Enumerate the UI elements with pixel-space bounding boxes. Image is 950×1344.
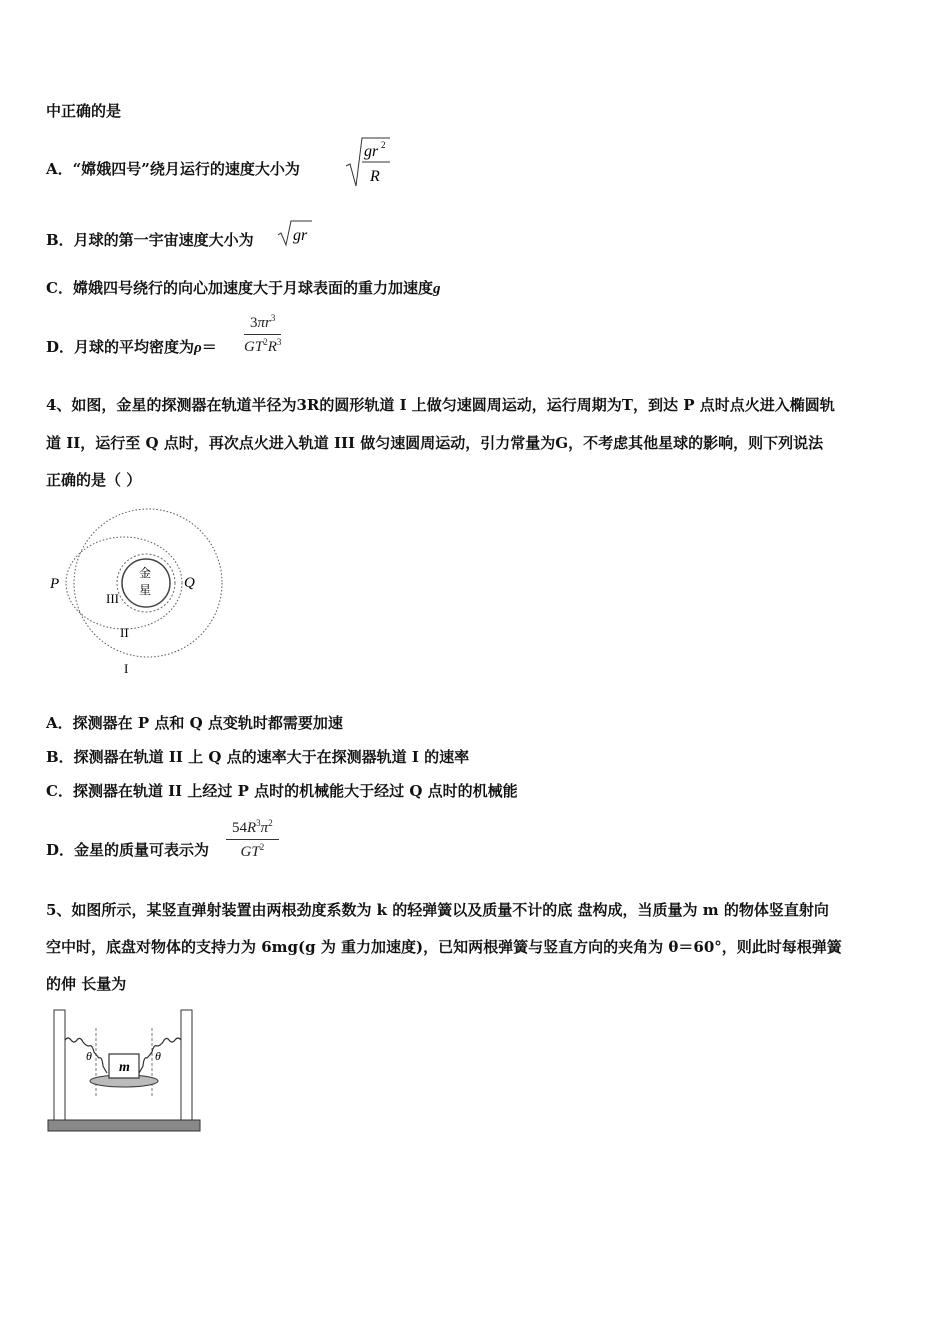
theta-right-label: θ (155, 1049, 161, 1063)
q3-option-a: A．“嫦娥四号”绕月运行的速度大小为 (46, 160, 300, 178)
q3-stem-tail: 中正确的是 (46, 102, 122, 120)
planet-label-top: 金 (139, 566, 152, 580)
q4-stem-line1: 4、如图，金星的探测器在轨道半径为3R的圆形轨道 I 上做匀速圆周运动，运行周期为T，到达 P 点时点火进入椭圆轨 (46, 396, 835, 414)
orbit-diagram (44, 505, 234, 680)
sqrt-gr (276, 218, 316, 248)
q4-option-a: A．探测器在 P 点和 Q 点变轨时都需要加速 (46, 714, 343, 732)
label-P: P (50, 576, 60, 592)
q5-stem-line3: 的伸 长量为 (46, 975, 127, 993)
label-I: I (124, 661, 129, 676)
q3-option-c-text: C．嫦娥四号绕行的向心加速度大于月球表面的重力加速度 (46, 279, 433, 297)
svg-text:R: R (370, 168, 380, 185)
q3-option-d-text: D．月球的平均密度为 (46, 338, 195, 356)
q5-stem-line2: 空中时，底盘对物体的支持力为 6mg(g 为 重力加速度)，已知两根弹簧与竖直方向的夹角为 θ＝60°，则此时每根弹簧 (46, 938, 842, 956)
spring-launcher-diagram (46, 1008, 206, 1136)
q3-option-a-formula (344, 134, 394, 197)
q4-stem-line2: 道 II，运行至 Q 点时，再次点火进入轨道 III 做匀速圆周运动，引力常量为G，不考虑其他星球的影响，则下列说法 (46, 434, 824, 452)
label-Q: Q (184, 575, 195, 591)
mass-label: m (119, 1060, 130, 1075)
q3-option-b: B．月球的第一宇宙速度大小为 (46, 231, 254, 249)
base-plate (48, 1120, 200, 1131)
svg-text:2: 2 (381, 140, 386, 150)
q3-option-b-formula (276, 218, 316, 253)
q4-option-b: B．探测器在轨道 II 上 Q 点的速率大于在探测器轨道 I 的速率 (46, 748, 470, 766)
q3-option-c-var: g (432, 281, 441, 297)
label-II: II (120, 625, 129, 640)
q4-stem-line3: 正确的是（ ） (46, 471, 142, 489)
q3-option-d (46, 340, 217, 356)
sqrt-gr2-over-R (344, 134, 394, 192)
planet-label-bottom: 星 (139, 583, 152, 597)
label-III: III (106, 591, 119, 606)
q4-option-c: C．探测器在轨道 II 上经过 P 点时的机械能大于经过 Q 点时的机械能 (46, 782, 518, 800)
theta-left-label: θ (86, 1049, 92, 1063)
q5-stem-line1: 5、如图所示，某竖直弹射装置由两根劲度系数为 k 的轻弹簧以及质量不计的底 盘构成，当质量为 m 的物体竖直射向 (46, 901, 829, 919)
q3-option-d-rho: ρ (194, 340, 202, 356)
svg-text:gr: gr (293, 227, 308, 244)
right-post (181, 1010, 192, 1120)
q4-option-d: D．金星的质量可表示为 (46, 841, 210, 859)
q3-option-c (46, 281, 440, 297)
svg-text:gr: gr (364, 143, 379, 160)
q3-option-d-eq: ＝ (201, 338, 217, 356)
q4-option-d-formula: $\frac{54R^3\pi^2}{GT^2}$ (226, 818, 279, 861)
q3-option-d-formula: $\frac{3\pi r^3}{GT^2R^3}$ (244, 313, 282, 355)
left-post (54, 1010, 65, 1120)
